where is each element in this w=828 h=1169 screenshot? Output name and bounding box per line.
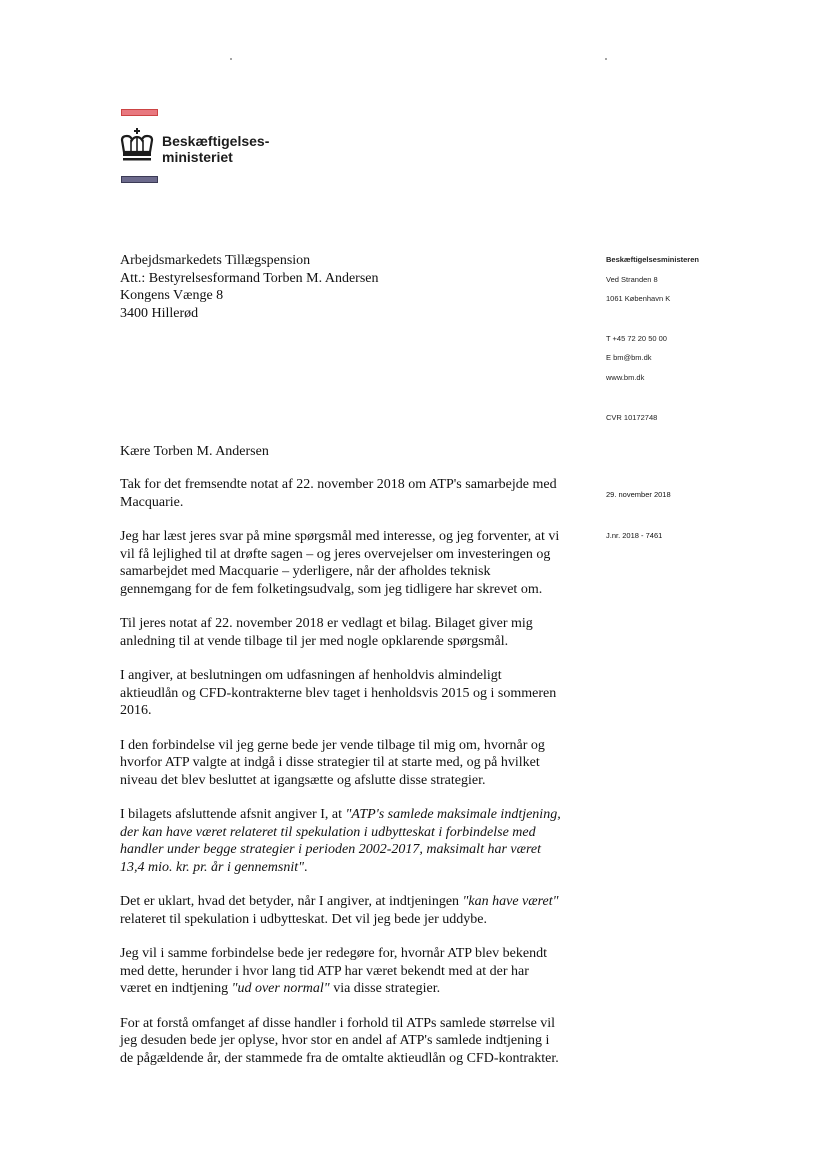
sender-city: 1061 København K xyxy=(606,294,671,303)
letter-body xyxy=(120,476,562,1084)
recipient-line: Arbejdsmarkedets Tillægspension xyxy=(120,253,311,268)
crown-logo-icon xyxy=(119,128,155,162)
paragraph-text: . xyxy=(304,859,308,875)
recipient-line: Kongens Vænge 8 xyxy=(120,288,224,303)
sender-web: www.bm.dk xyxy=(606,373,645,382)
sender-street: Ved Stranden 8 xyxy=(606,275,658,284)
journal-number: J.nr. 2018 - 7461 xyxy=(606,531,663,540)
ministry-logo-text xyxy=(162,133,269,165)
body-paragraph xyxy=(120,945,562,998)
logo-line-1: Beskæftigelses- xyxy=(162,133,270,149)
body-paragraph xyxy=(120,806,562,876)
sender-name: Beskæftigelsesministeren xyxy=(606,255,699,264)
recipient-address xyxy=(120,252,379,322)
quoted-text: "kan have været" xyxy=(462,894,559,909)
quoted-text: "ATP's samlede maksimale indtjening, der kan have været relateret til spekulation i udbytteskat i forbindelse med handler under begge strategier i perioden 2002-2017, maksimalt har været 13,4 mio. kr. pr. år i gennemsnit" xyxy=(120,807,561,875)
body-paragraph: Tak for det fremsendte notat af 22. november 2018 om ATP's samarbejde med Macquarie. xyxy=(120,477,557,510)
recipient-line: 3400 Hillerød xyxy=(120,305,199,321)
sender-email: E bm@bm.dk xyxy=(606,353,652,362)
scan-speck xyxy=(605,58,607,60)
body-paragraph: I angiver, at beslutningen om udfasningen af henholdvis almindeligt aktieudlån og CFD-kontrakterne blev taget i henholdsvis 2015 og i sommeren 2016. xyxy=(120,668,557,718)
body-paragraph: For at forstå omfanget af disse handler i forhold til ATPs samlede størrelse vil jeg desuden bede jer oplyse, hvor stor en andel af ATP's samlede indtjening i de pågældende år, der stammede fra de omtalte aktieudlån og CFD-kontrakter. xyxy=(120,1015,559,1066)
logo-navy-bar xyxy=(121,176,158,183)
body-paragraph: I den forbindelse vil jeg gerne bede jer vende tilbage til mig om, hvornår og hvorfor ATP valgte at indgå i disse strategier til at starte med, og på hvilket niveau det blev besluttet at igangsætte og afslutte disse strategier. xyxy=(120,737,545,788)
logo-line-2: ministeriet xyxy=(162,149,233,165)
letter-date: 29. november 2018 xyxy=(606,490,671,499)
body-paragraph: Jeg har læst jeres svar på mine spørgsmål med interesse, og jeg forventer, at vi vil få lejlighed til at drøfte sagen – og jeres overvejelser om investeringen og samarbejdet med Macquarie – yderligere, når der afholdes teknisk gennemgang for de fem folketingsudvalg, som jeg tidligere har skrevet om. xyxy=(120,529,560,597)
logo-red-bar xyxy=(121,109,158,116)
recipient-line: Att.: Bestyrelsesformand Torben M. Andersen xyxy=(120,270,379,286)
sender-phone: T +45 72 20 50 00 xyxy=(606,334,667,343)
salutation: Kære Torben M. Andersen xyxy=(120,444,269,459)
paragraph-text: via disse strategier. xyxy=(329,981,441,996)
body-paragraph xyxy=(120,893,562,928)
quoted-text: "ud over normal" xyxy=(231,981,330,996)
paragraph-text: Jeg vil i samme forbindelse bede jer redegøre for, hvornår ATP blev bekendt med dette, herunder i hvor lang tid ATP har været bekendt med at der har været en indtjening xyxy=(120,946,547,996)
sender-cvr: CVR 10172748 xyxy=(606,413,658,422)
paragraph-text: relateret til spekulation i udbytteskat. Det vil jeg bede jer uddybe. xyxy=(120,911,488,927)
body-paragraph: Til jeres notat af 22. november 2018 er vedlagt et bilag. Bilaget giver mig anledning til at vende tilbage til jer med nogle opklarende spørgsmål. xyxy=(120,616,533,649)
paragraph-text: I bilagets afsluttende afsnit angiver I, at xyxy=(120,807,346,822)
scan-speck xyxy=(230,58,232,60)
paragraph-text: Det er uklart, hvad det betyder, når I angiver, at indtjeningen xyxy=(120,894,463,909)
